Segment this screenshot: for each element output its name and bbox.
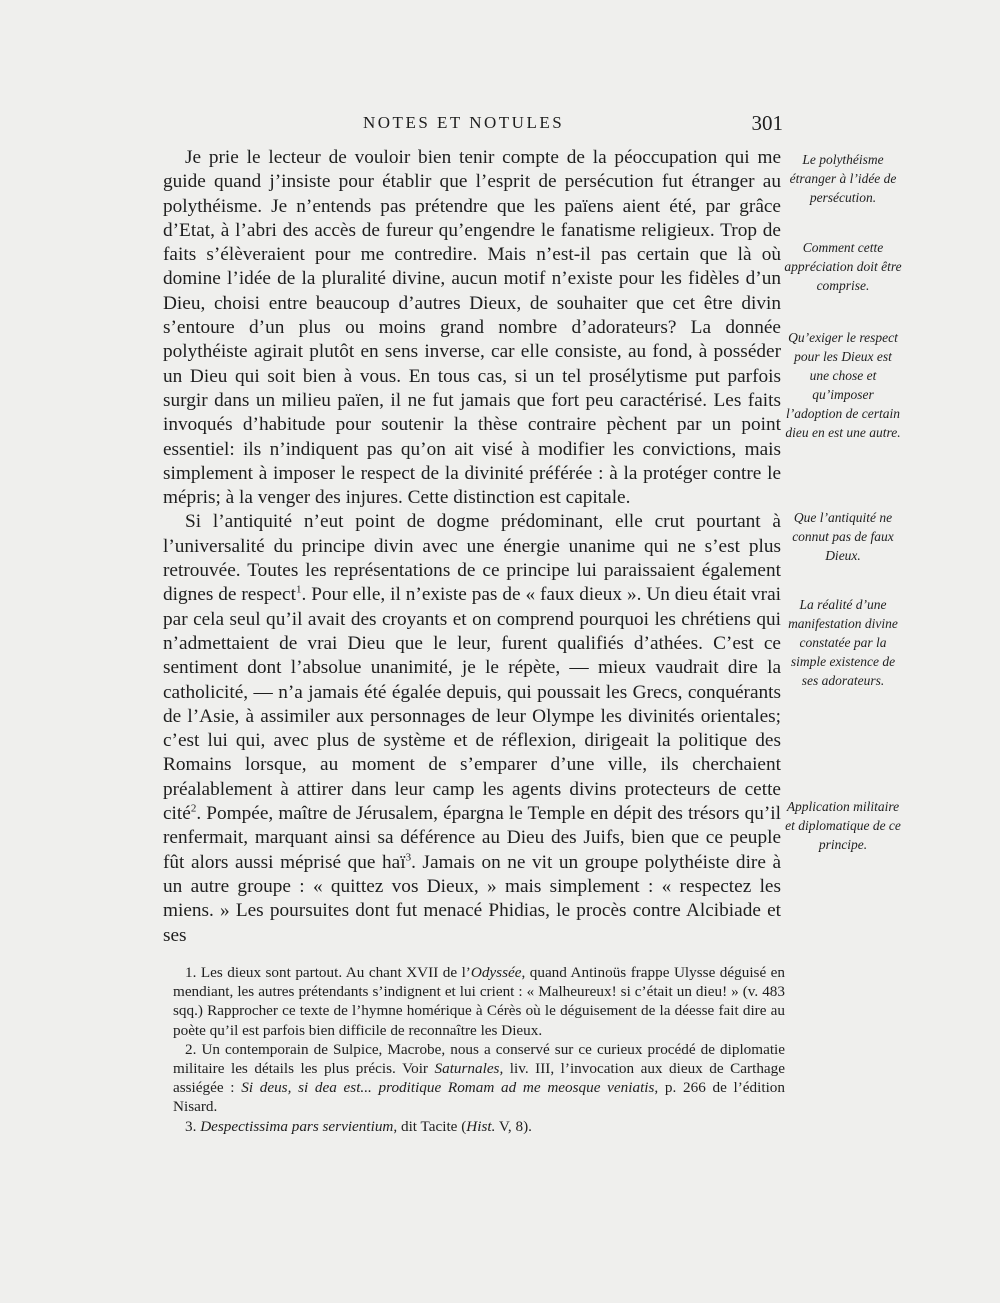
- footnote-ref-2: 2: [190, 802, 197, 815]
- margin-note-6: Application militaire et diplomatique de ce principe.: [785, 799, 901, 852]
- text-span: . Jamais on ne vit un groupe polythéiste dire à un autre groupe : « quittez vos Dieux, » mais simplement : « respectez les miens. » Les poursuites dont fut menacé Phidias, le procès contre Alcibiade et ses: [163, 851, 781, 946]
- margin-note-2: Comment cette appréciation doit être comprise.: [784, 240, 902, 293]
- text-span: , quand Antinoüs frappe Ulysse déguisé en mendiant, les autres prétendants s’indignent et lui crient : « Malheureux! si c’était un dieu! » (v. 483 sqq.) Rapprocher ce texte de l’hymne homérique à Cérès où le déguisement de la déesse fait dire au poète qu’il est parfois bien difficile de reconnaître les Dieux.: [173, 964, 786, 1039]
- main-text: [163, 146, 781, 948]
- text-span: . Pompée, maître de Jérusalem, épargna le Temple en dépit des trésors qu’il renfermait, marquant ainsi sa déférence au Dieu des Juifs, bien que ce peuple fût alors aussi méprisé que haï: [163, 803, 781, 873]
- text-span: V, 8).: [495, 1117, 532, 1135]
- text-span: , dit Tacite (: [393, 1117, 467, 1135]
- page-number: 301: [751, 111, 783, 135]
- footnote-2: [173, 1040, 785, 1117]
- italic-quote: Si deus, si dea est... proditique Romam ad me meosque veniatis: [241, 1079, 655, 1097]
- italic-title: Saturnales,: [434, 1060, 504, 1078]
- italic-title: Hist.: [466, 1117, 496, 1135]
- footnote-ref-1: 1: [295, 583, 302, 596]
- text-span: 2. Un contemporain de Sulpice, Macrobe, nous a conservé sur ce curieux procédé de diplomatie militaire les détails les plus précis. Voir: [173, 1040, 785, 1078]
- text-span: 1. Les dieux sont partout. Au chant XVII de l’: [185, 964, 471, 981]
- text-span: 3.: [185, 1117, 201, 1135]
- text-span: , p. 266 de l’édition Nisard.: [173, 1079, 785, 1116]
- footnote-3: [173, 1117, 785, 1136]
- italic-title: Odyssée: [470, 964, 522, 981]
- footnotes: [173, 963, 785, 1136]
- paragraph-universality: [163, 510, 781, 947]
- italic-quote: Despectissima pars servientium: [200, 1117, 394, 1135]
- text-span: Si l’antiquité n’eut point de dogme prédominant, elle crut pourtant à l’universalité du principe divin avec une énergie unanime qui ne s’est plus retrouvée. Toutes les représentations de ce principe lui paraissaient également dignes de respect: [163, 511, 781, 606]
- running-title: NOTES ET NOTULES: [363, 113, 565, 132]
- margin-note-3: Qu’exiger le respect pour les Dieux est une chose et qu’imposer l’adoption de certain dieu en est une autre.: [785, 330, 901, 440]
- margin-note-1: Le polythéisme étranger à l’idée de persécution.: [789, 152, 897, 205]
- text-span: . Pour elle, il n’existe pas de « faux dieux ». Un dieu était vrai par cela seul qu’il avait des croyants et on comprend pourquoi les chrétiens qui n’admettaient de vrai Dieu que le leur, furent qualifiés d’athées. C’est ce sentiment dont l’absolue unanimité, je le répète, — mieux vaudrait dire la catholicité, — n’a jamais été égalée depuis, qui poussait les Grecs, conquérants de l’Asie, à assimiler aux personnages de leur Olympe les divinités orientales; c’est lui qui, avec plus de système et de réflexion, dirigeait la politique des Romains lorsque, au moment de s’emparer d’une ville, ils cherchaient préalablement à attirer dans leur camp les agents divins protecteurs de cette cité: [163, 584, 782, 825]
- page-header: [163, 111, 783, 141]
- paragraph-persecution: Je prie le lecteur de vouloir bien tenir compte de la péoccupation qui me guide quand j’insiste pour établir que l’esprit de persécution fut étranger au polythéisme. Je n’entends pas prétendre que les païens aient été, par grâce d’Etat, à l’abri des accès de fureur qu’engendre le fanatisme religieux. Trop de faits s’élèveraient pour me contredire. Mais n’est-il pas certain que là où domine l’idée de la pluralité divine, aucun motif n’existe pour les fidèles d’un Dieu, choisi entre beaucoup d’autres Dieux, de souhaiter que cet être divin s’entoure d’un plus ou moins grand nombre d’adorateurs? La donnée polythéiste agirait plutôt en sens inverse, car elle consiste, au fond, à posséder un Dieu qui soit bien à vous. En tous cas, si un tel prosélytisme put parfois surgir dans un milieu païen, il ne fut jamais que fort peu caractérisé. Les faits invoqués d’habitude pour soutenir la thèse contraire pèchent par un point essentiel: ils n’indiquent pas qu’on ait visé à modifier les convictions, mais simplement à imposer le respect de la divinité préférée : à la protéger contre le mépris; à la venger des injures. Cette distinction est capitale.: [163, 147, 781, 509]
- margin-note-5: La réalité d’une manifestation divine constatée par la simple existence de ses adorateurs.: [788, 597, 898, 688]
- margin-note-4: Que l’antiquité ne connut pas de faux Dieux.: [792, 510, 894, 563]
- footnote-ref-3: 3: [405, 851, 412, 864]
- text-span: liv. III, l’invocation aux dieux de Carthage assiégée :: [173, 1060, 785, 1097]
- footnote-1: [173, 963, 785, 1040]
